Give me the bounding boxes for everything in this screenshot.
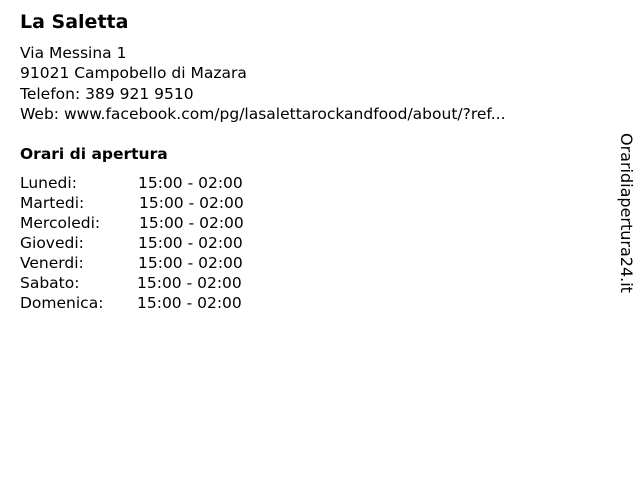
address-street: Via Messina 1	[20, 44, 127, 62]
time-range: 15:00 - 02:00	[139, 194, 244, 212]
day-label: Venerdi:	[20, 254, 84, 272]
day-label: Giovedi:	[20, 234, 84, 252]
website-link: Web: www.facebook.com/pg/lasalettarockandfood/about/?ref...	[20, 104, 506, 123]
hours-row	[20, 233, 320, 253]
business-name: La Saletta	[20, 11, 129, 33]
hours-row	[20, 213, 320, 233]
address-city: 91021 Campobello di Mazara	[20, 64, 247, 83]
hours-row	[20, 273, 320, 293]
phone-number: Telefon: 389 921 9510	[20, 84, 194, 103]
day-label: Lunedi:	[20, 174, 77, 192]
business-contact-block	[20, 43, 506, 124]
time-range: 15:00 - 02:00	[137, 294, 242, 312]
time-range: 15:00 - 02:00	[138, 174, 243, 192]
hours-row	[20, 193, 320, 213]
opening-hours-heading: Orari di apertura	[20, 145, 168, 163]
day-label: Martedi:	[20, 194, 85, 212]
day-label: Mercoledi:	[20, 214, 101, 232]
hours-row	[20, 293, 320, 313]
day-label: Sabato:	[20, 274, 80, 292]
opening-hours-table	[20, 173, 320, 313]
day-label: Domenica:	[20, 294, 104, 312]
time-range: 15:00 - 02:00	[137, 274, 242, 292]
site-watermark: Oraridiapertura24.it	[617, 133, 636, 293]
time-range: 15:00 - 02:00	[138, 254, 243, 272]
time-range: 15:00 - 02:00	[139, 214, 244, 232]
time-range: 15:00 - 02:00	[138, 234, 243, 252]
hours-row	[20, 173, 320, 193]
hours-row	[20, 253, 320, 273]
